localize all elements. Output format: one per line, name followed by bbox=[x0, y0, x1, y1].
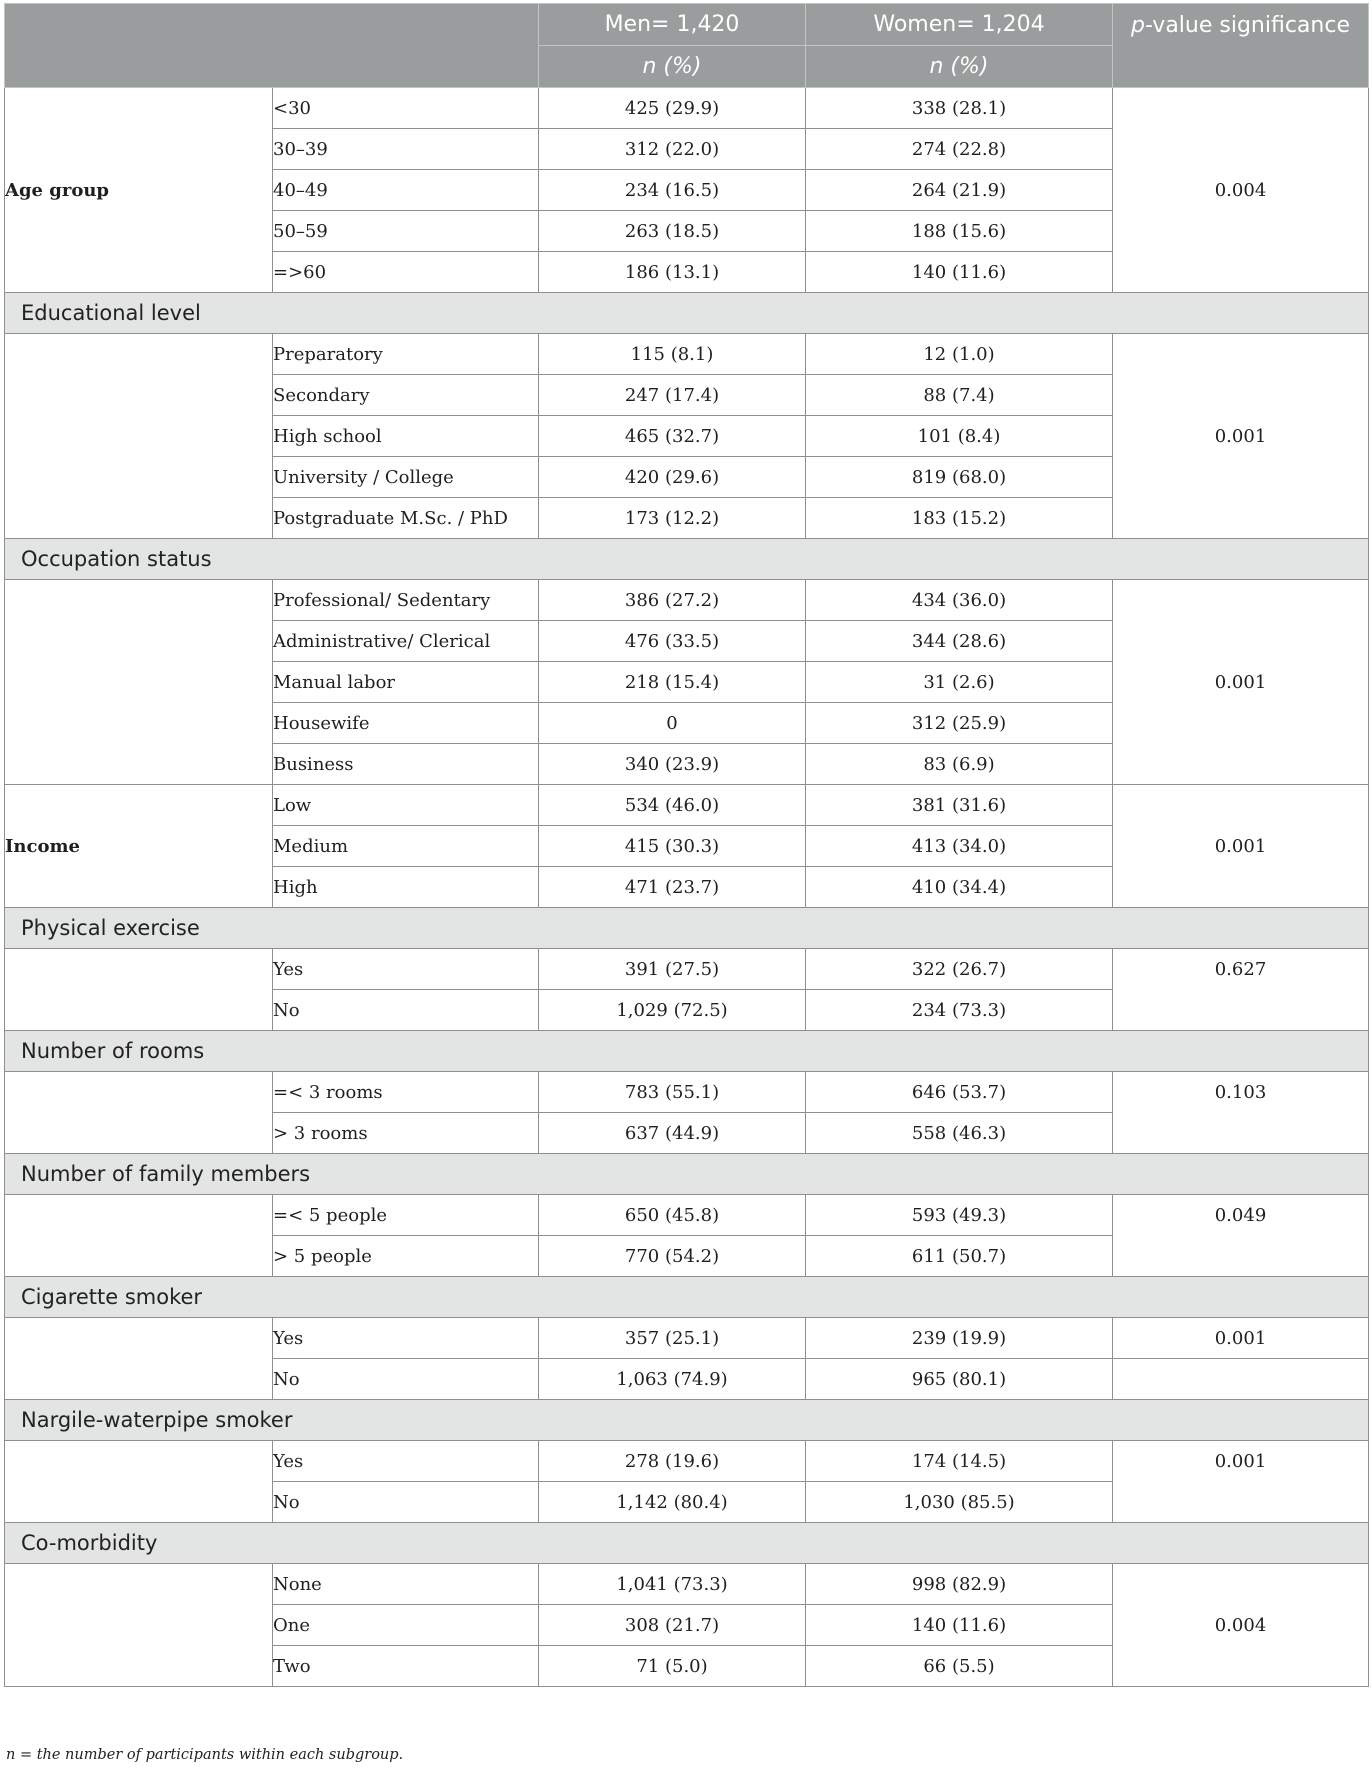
category-label: No bbox=[273, 1359, 539, 1400]
pvalue-income: 0.001 bbox=[1113, 785, 1369, 908]
section-header-cigarette-smoker bbox=[5, 1277, 1369, 1318]
women-value: 593 (49.3) bbox=[806, 1195, 1113, 1236]
women-value: 31 (2.6) bbox=[806, 662, 1113, 703]
category-label: No bbox=[273, 990, 539, 1031]
men-value: 415 (30.3) bbox=[539, 826, 806, 867]
header-row-1 bbox=[5, 4, 1369, 46]
pvalue-physical-exercise: 0.627 bbox=[1113, 949, 1369, 1031]
men-value: 1,142 (80.4) bbox=[539, 1482, 806, 1523]
category-label: Low bbox=[273, 785, 539, 826]
category-label: University / College bbox=[273, 457, 539, 498]
category-label: > 5 people bbox=[273, 1236, 539, 1277]
women-value: 12 (1.0) bbox=[806, 334, 1113, 375]
men-value: 340 (23.9) bbox=[539, 744, 806, 785]
category-label: 30–39 bbox=[273, 129, 539, 170]
category-label: High bbox=[273, 867, 539, 908]
group-label-age-group: Age group bbox=[5, 88, 273, 293]
women-value: 66 (5.5) bbox=[806, 1646, 1113, 1687]
women-value: 381 (31.6) bbox=[806, 785, 1113, 826]
section-header-nargile-waterpipe-smoker bbox=[5, 1400, 1369, 1441]
men-value: 465 (32.7) bbox=[539, 416, 806, 457]
men-value: 186 (13.1) bbox=[539, 252, 806, 293]
men-value: 278 (19.6) bbox=[539, 1441, 806, 1482]
section-title: Number of rooms bbox=[5, 1031, 1369, 1072]
men-value: 312 (22.0) bbox=[539, 129, 806, 170]
pvalue-header-p: p bbox=[1130, 13, 1145, 38]
women-value: 558 (46.3) bbox=[806, 1113, 1113, 1154]
men-value: 637 (44.9) bbox=[539, 1113, 806, 1154]
pvalue-co-morbidity: 0.004 bbox=[1113, 1564, 1369, 1687]
category-label: Professional/ Sedentary bbox=[273, 580, 539, 621]
men-n-percent-header: n (%) bbox=[539, 46, 806, 88]
pvalue-age-group: 0.004 bbox=[1113, 88, 1369, 293]
category-label: No bbox=[273, 1482, 539, 1523]
category-label: <30 bbox=[273, 88, 539, 129]
pvalue-occupation-status: 0.001 bbox=[1113, 580, 1369, 785]
men-value: 357 (25.1) bbox=[539, 1318, 806, 1359]
category-label: None bbox=[273, 1564, 539, 1605]
category-label: 50–59 bbox=[273, 211, 539, 252]
women-value: 174 (14.5) bbox=[806, 1441, 1113, 1482]
section-title: Co-morbidity bbox=[5, 1523, 1369, 1564]
category-label: Business bbox=[273, 744, 539, 785]
group-spacer-cell bbox=[5, 334, 273, 539]
women-value: 344 (28.6) bbox=[806, 621, 1113, 662]
category-label: =>60 bbox=[273, 252, 539, 293]
men-value: 420 (29.6) bbox=[539, 457, 806, 498]
section-title: Physical exercise bbox=[5, 908, 1369, 949]
table-row bbox=[5, 88, 1369, 129]
group-spacer-cell bbox=[5, 1564, 273, 1687]
table-body bbox=[5, 88, 1369, 1687]
pvalue-number-of-rooms: 0.103 bbox=[1113, 1072, 1369, 1154]
pvalue-empty-cell bbox=[1113, 1359, 1369, 1400]
men-value: 1,041 (73.3) bbox=[539, 1564, 806, 1605]
category-label: > 3 rooms bbox=[273, 1113, 539, 1154]
women-value: 88 (7.4) bbox=[806, 375, 1113, 416]
men-header: Men= 1,420 bbox=[539, 4, 806, 46]
pvalue-header-rest: -value significance bbox=[1144, 13, 1350, 38]
table-header bbox=[5, 4, 1369, 88]
table-row bbox=[5, 785, 1369, 826]
category-label: Yes bbox=[273, 1441, 539, 1482]
men-value: 1,063 (74.9) bbox=[539, 1359, 806, 1400]
section-header-number-of-family-members bbox=[5, 1154, 1369, 1195]
group-spacer-cell bbox=[5, 1072, 273, 1154]
table-footnote: n = the number of participants within each subgroup. bbox=[6, 1747, 404, 1763]
men-value: 71 (5.0) bbox=[539, 1646, 806, 1687]
men-value: 386 (27.2) bbox=[539, 580, 806, 621]
category-label: Housewife bbox=[273, 703, 539, 744]
women-value: 998 (82.9) bbox=[806, 1564, 1113, 1605]
women-value: 819 (68.0) bbox=[806, 457, 1113, 498]
category-label: =< 3 rooms bbox=[273, 1072, 539, 1113]
men-value: 263 (18.5) bbox=[539, 211, 806, 252]
section-title: Cigarette smoker bbox=[5, 1277, 1369, 1318]
pvalue-nargile-waterpipe-smoker: 0.001 bbox=[1113, 1441, 1369, 1523]
women-value: 140 (11.6) bbox=[806, 1605, 1113, 1646]
category-label: Manual labor bbox=[273, 662, 539, 703]
women-value: 312 (25.9) bbox=[806, 703, 1113, 744]
women-value: 274 (22.8) bbox=[806, 129, 1113, 170]
category-label: Yes bbox=[273, 949, 539, 990]
section-title: Nargile-waterpipe smoker bbox=[5, 1400, 1369, 1441]
section-header-co-morbidity bbox=[5, 1523, 1369, 1564]
group-spacer-cell bbox=[5, 1441, 273, 1523]
women-value: 188 (15.6) bbox=[806, 211, 1113, 252]
category-label: Two bbox=[273, 1646, 539, 1687]
men-value: 0 bbox=[539, 703, 806, 744]
men-value: 476 (33.5) bbox=[539, 621, 806, 662]
pvalue-educational-level: 0.001 bbox=[1113, 334, 1369, 539]
women-value: 322 (26.7) bbox=[806, 949, 1113, 990]
women-value: 1,030 (85.5) bbox=[806, 1482, 1113, 1523]
table-row bbox=[5, 949, 1369, 990]
table-row bbox=[5, 334, 1369, 375]
category-label: One bbox=[273, 1605, 539, 1646]
section-header-occupation-status bbox=[5, 539, 1369, 580]
category-label: Yes bbox=[273, 1318, 539, 1359]
women-value: 434 (36.0) bbox=[806, 580, 1113, 621]
men-value: 425 (29.9) bbox=[539, 88, 806, 129]
table-row bbox=[5, 1072, 1369, 1113]
category-label: =< 5 people bbox=[273, 1195, 539, 1236]
women-value: 611 (50.7) bbox=[806, 1236, 1113, 1277]
table-row bbox=[5, 1564, 1369, 1605]
section-title: Educational level bbox=[5, 293, 1369, 334]
women-value: 234 (73.3) bbox=[806, 990, 1113, 1031]
men-value: 534 (46.0) bbox=[539, 785, 806, 826]
category-label: Medium bbox=[273, 826, 539, 867]
pvalue-header bbox=[1113, 4, 1369, 88]
category-label: High school bbox=[273, 416, 539, 457]
pvalue-cigarette-smoker: 0.001 bbox=[1113, 1318, 1369, 1359]
men-value: 234 (16.5) bbox=[539, 170, 806, 211]
table-row bbox=[5, 1195, 1369, 1236]
table-row bbox=[5, 1318, 1369, 1359]
section-title: Number of family members bbox=[5, 1154, 1369, 1195]
women-value: 965 (80.1) bbox=[806, 1359, 1113, 1400]
women-value: 413 (34.0) bbox=[806, 826, 1113, 867]
category-label: Administrative/ Clerical bbox=[273, 621, 539, 662]
category-label: Postgraduate M.Sc. / PhD bbox=[273, 498, 539, 539]
table-row bbox=[5, 580, 1369, 621]
header-empty-corner bbox=[5, 4, 539, 88]
category-label: 40–49 bbox=[273, 170, 539, 211]
section-header-number-of-rooms bbox=[5, 1031, 1369, 1072]
women-value: 338 (28.1) bbox=[806, 88, 1113, 129]
category-label: Preparatory bbox=[273, 334, 539, 375]
table-row bbox=[5, 1441, 1369, 1482]
women-value: 140 (11.6) bbox=[806, 252, 1113, 293]
men-value: 783 (55.1) bbox=[539, 1072, 806, 1113]
section-header-educational-level bbox=[5, 293, 1369, 334]
demographics-table bbox=[4, 3, 1369, 1687]
group-spacer-cell bbox=[5, 1318, 273, 1400]
women-value: 101 (8.4) bbox=[806, 416, 1113, 457]
group-spacer-cell bbox=[5, 1195, 273, 1277]
category-label: Secondary bbox=[273, 375, 539, 416]
women-value: 183 (15.2) bbox=[806, 498, 1113, 539]
men-value: 115 (8.1) bbox=[539, 334, 806, 375]
women-value: 646 (53.7) bbox=[806, 1072, 1113, 1113]
women-header: Women= 1,204 bbox=[806, 4, 1113, 46]
men-value: 770 (54.2) bbox=[539, 1236, 806, 1277]
women-value: 410 (34.4) bbox=[806, 867, 1113, 908]
women-n-percent-header: n (%) bbox=[806, 46, 1113, 88]
women-value: 239 (19.9) bbox=[806, 1318, 1113, 1359]
group-label-income: Income bbox=[5, 785, 273, 908]
section-title: Occupation status bbox=[5, 539, 1369, 580]
men-value: 247 (17.4) bbox=[539, 375, 806, 416]
men-value: 391 (27.5) bbox=[539, 949, 806, 990]
men-value: 650 (45.8) bbox=[539, 1195, 806, 1236]
women-value: 264 (21.9) bbox=[806, 170, 1113, 211]
men-value: 218 (15.4) bbox=[539, 662, 806, 703]
men-value: 308 (21.7) bbox=[539, 1605, 806, 1646]
men-value: 471 (23.7) bbox=[539, 867, 806, 908]
women-value: 83 (6.9) bbox=[806, 744, 1113, 785]
group-spacer-cell bbox=[5, 949, 273, 1031]
section-header-physical-exercise bbox=[5, 908, 1369, 949]
group-spacer-cell bbox=[5, 580, 273, 785]
men-value: 173 (12.2) bbox=[539, 498, 806, 539]
table-container bbox=[4, 3, 1368, 1687]
men-value: 1,029 (72.5) bbox=[539, 990, 806, 1031]
pvalue-number-of-family-members: 0.049 bbox=[1113, 1195, 1369, 1277]
